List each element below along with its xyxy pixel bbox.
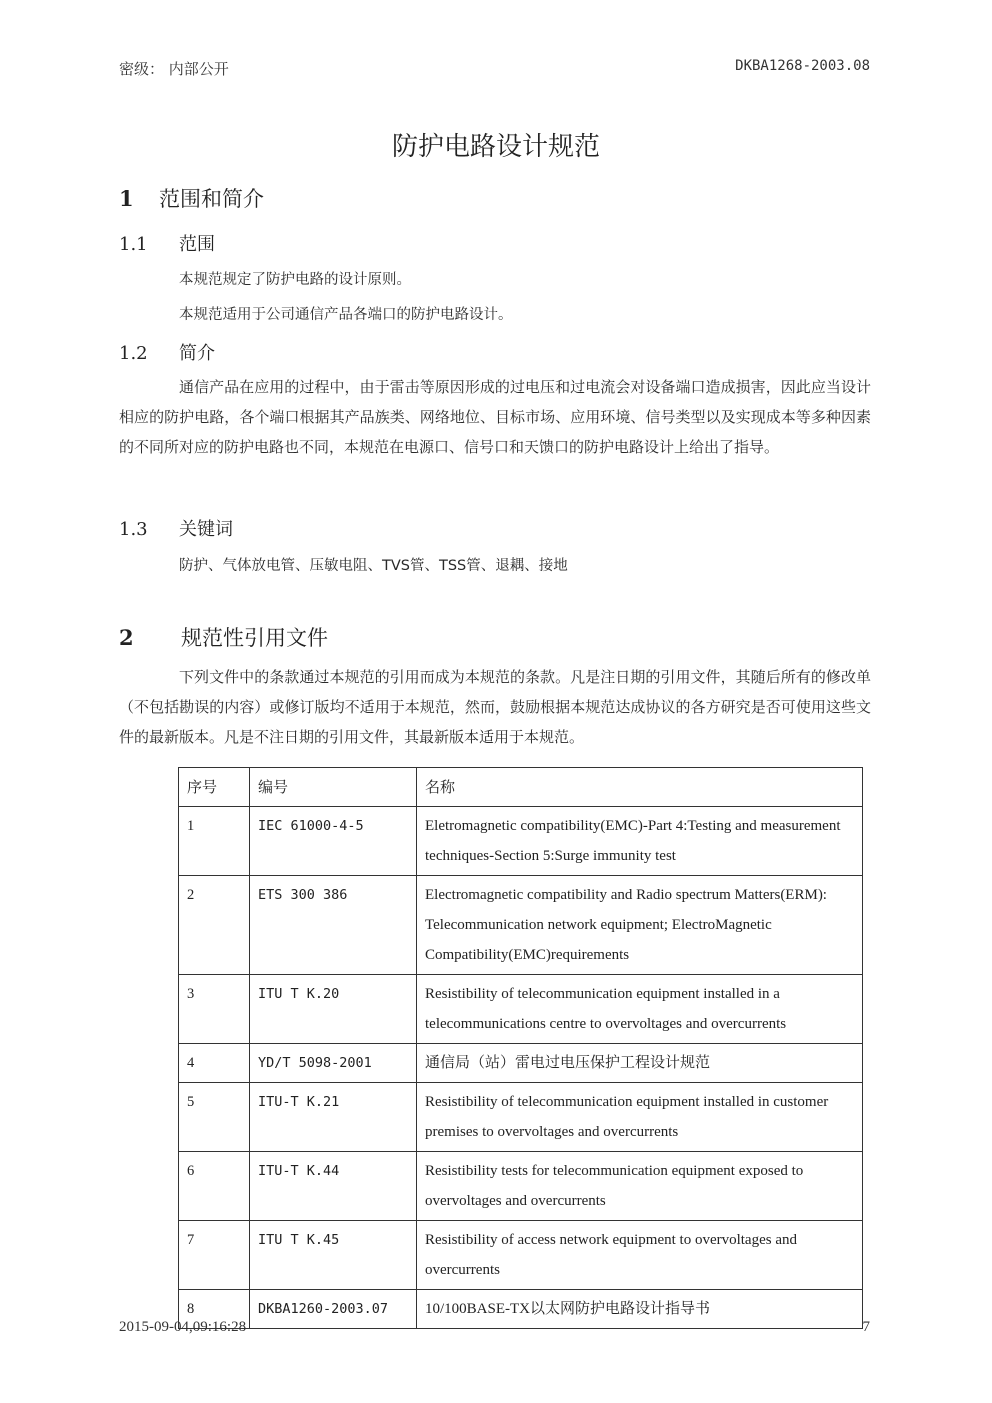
section-1-1-title: 范围 [179, 234, 215, 255]
row-index: 5 [179, 1083, 250, 1152]
intro-paragraph: 通信产品在应用的过程中，由于雷击等原因形成的过电压和过电流会对设备端口造成损害，因此应当设计相应的防护电路，各个端口根据其产品族类、网络地位、目标市场、应用环境、信号类型以及实现成本等多种因素的不同所对应的防护电路也不同，本规范在电源口、信号口和天馈口的防护电路设计上给出了指导。 [119, 378, 871, 456]
page-title: 防护电路设计规范 [391, 132, 600, 162]
row-index: 6 [179, 1152, 250, 1221]
row-index: 8 [179, 1290, 250, 1329]
row-title: Resistibility of telecommunication equipment installed in customer premises to overvoltages and overcurrents [417, 1083, 863, 1152]
row-title: Electromagnetic compatibility and Radio spectrum Matters(ERM): Telecommunication network equipment; ElectroMagnetic Compatibility(EMC)requirements [417, 876, 863, 975]
section-1-3-title: 关键词 [179, 519, 233, 540]
row-code: ITU T K.20 [250, 975, 417, 1044]
section-1-3-heading [119, 515, 233, 541]
section-1-number: 1 [119, 186, 134, 211]
scope-line-1: 本规范规定了防护电路的设计原则。 [179, 272, 411, 288]
page-number: 7 [862, 1319, 870, 1335]
table-header-cell: 编号 [250, 768, 417, 807]
section-1-1-heading [119, 230, 215, 256]
table-header-cell: 序号 [179, 768, 250, 807]
section-1-2-title: 简介 [179, 343, 215, 364]
classification-label: 密级： 内部公开 [119, 60, 229, 78]
references-table [178, 767, 863, 1329]
section-2-title: 规范性引用文件 [181, 626, 328, 650]
row-title: 10/100BASE-TX以太网防护电路设计指导书 [417, 1290, 863, 1329]
row-code: YD/T 5098-2001 [250, 1044, 417, 1083]
row-code: ITU T K.45 [250, 1221, 417, 1290]
row-title: Resistibility of telecommunication equipment installed in a telecommunications centre to overvoltages and overcurrents [417, 975, 863, 1044]
footer-timestamp: 2015-09-04,09:16:28 [119, 1319, 247, 1335]
section-2-number: 2 [119, 625, 134, 650]
section-1-2-number: 1.2 [119, 343, 148, 364]
section-1-title: 范围和简介 [159, 187, 264, 211]
table-row [179, 1221, 863, 1290]
row-title: Resistibility tests for telecommunication equipment exposed to overvoltages and overcurrents [417, 1152, 863, 1221]
section-1-2-heading [119, 339, 215, 365]
table-row [179, 807, 863, 876]
table-header-cell: 名称 [417, 768, 863, 807]
document-code: DKBA1268-2003.08 [735, 58, 870, 74]
table-row [179, 975, 863, 1044]
row-title: 通信局（站）雷电过电压保护工程设计规范 [417, 1044, 863, 1083]
section-1-1-number: 1.1 [119, 234, 148, 255]
table-header-row [179, 768, 863, 807]
table-row [179, 1044, 863, 1083]
row-index: 3 [179, 975, 250, 1044]
row-code: ETS 300 386 [250, 876, 417, 975]
row-code: IEC 61000-4-5 [250, 807, 417, 876]
section-1-3-number: 1.3 [119, 519, 148, 540]
table-row [179, 1083, 863, 1152]
row-index: 4 [179, 1044, 250, 1083]
row-title: Eletromagnetic compatibility(EMC)-Part 4:Testing and measurement techniques-Section 5:Surge immunity test [417, 807, 863, 876]
row-code: ITU-T K.21 [250, 1083, 417, 1152]
row-title: Resistibility of access network equipment to overvoltages and overcurrents [417, 1221, 863, 1290]
row-index: 1 [179, 807, 250, 876]
row-index: 7 [179, 1221, 250, 1290]
table-row [179, 1152, 863, 1221]
table-row [179, 876, 863, 975]
section-1-heading [119, 183, 264, 213]
section-2-heading [119, 622, 328, 652]
row-code: ITU-T K.44 [250, 1152, 417, 1221]
row-index: 2 [179, 876, 250, 975]
keywords-line: 防护、气体放电管、压敏电阻、TVS管、TSS管、退耦、接地 [179, 558, 568, 574]
table-row [179, 1290, 863, 1329]
references-paragraph: 下列文件中的条款通过本规范的引用而成为本规范的条款。凡是注日期的引用文件，其随后所有的修改单（不包括勘误的内容）或修订版均不适用于本规范，然而，鼓励根据本规范达成协议的各方研究是否可使用这些文件的最新版本。凡是不注日期的引用文件，其最新版本适用于本规范。 [119, 668, 871, 746]
scope-line-2: 本规范适用于公司通信产品各端口的防护电路设计。 [179, 307, 513, 323]
row-code: DKBA1260-2003.07 [250, 1290, 417, 1329]
